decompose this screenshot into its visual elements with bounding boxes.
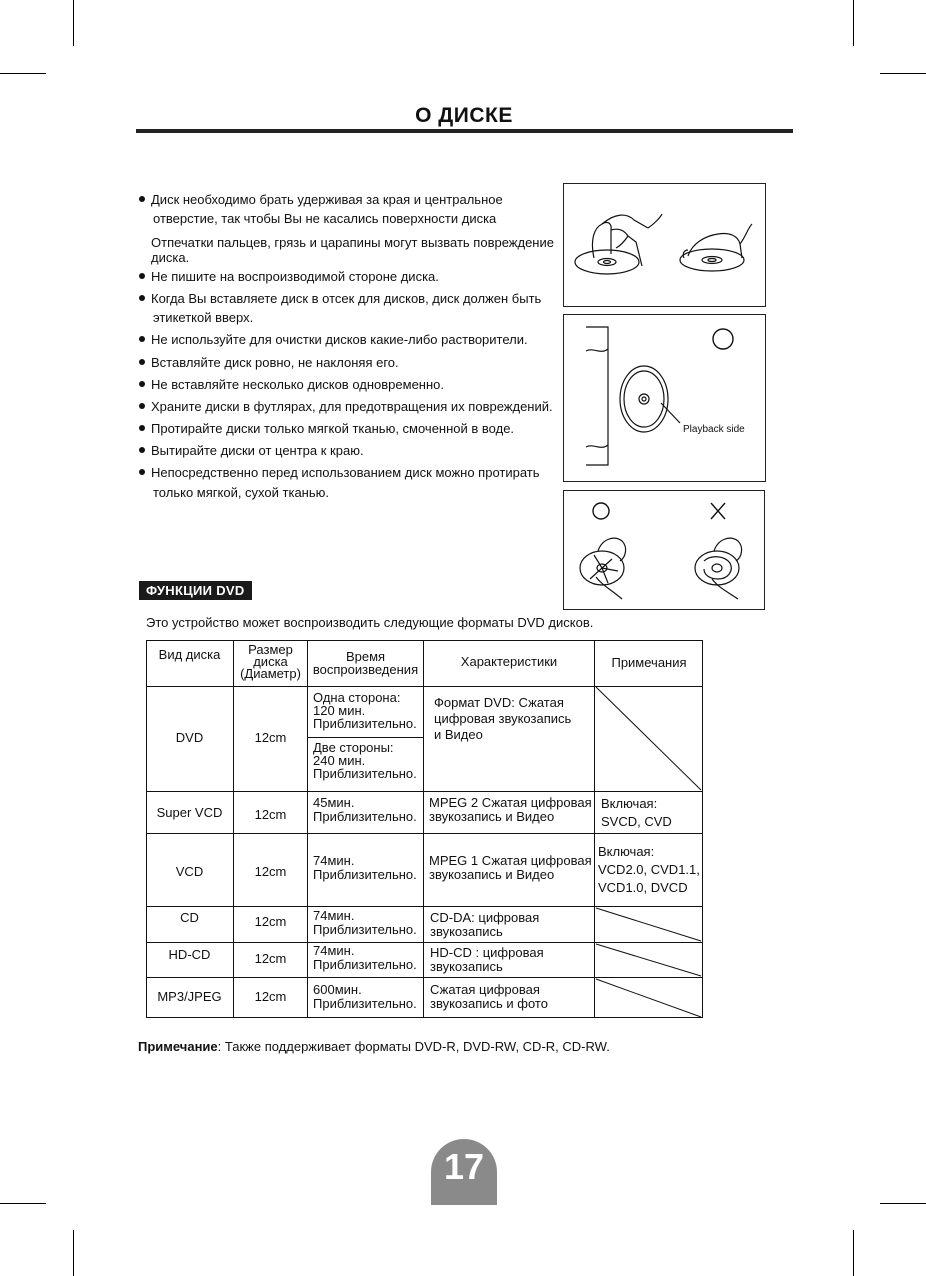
- list-item-text: только мягкой, сухой тканью.: [153, 485, 329, 500]
- cell-size: 12cm: [254, 914, 287, 929]
- list-item-text: диска.: [151, 250, 190, 265]
- cell-features: [434, 695, 594, 743]
- crop-mark: [880, 73, 926, 74]
- footnote-label: Примечание: [138, 1039, 218, 1054]
- crop-mark: [73, 1230, 74, 1276]
- cell-notes: [598, 843, 703, 897]
- cell-type: HD-CD: [168, 947, 211, 962]
- disc-holding-figure: [563, 183, 766, 307]
- list-item-text: Непосредственно перед использованием диск можно протирать: [151, 465, 540, 480]
- list-item-text: Диск необходимо брать удерживая за края и центральное: [151, 192, 503, 207]
- list-item-text: Не используйте для очистки дисков какие-либо растворители.: [151, 332, 528, 347]
- cell-line: Сжатая цифровая: [430, 982, 540, 997]
- cell-time: [313, 796, 423, 824]
- list-item-text: Отпечатки пальцев, грязь и царапины могут вызвать повреждение: [151, 235, 554, 250]
- cell-features: [430, 946, 594, 974]
- list-item-text: Вставляйте диск ровно, не наклоняя его.: [151, 355, 399, 370]
- cell-line: Приблизительно.: [313, 716, 417, 731]
- footnote-text: : Также поддерживает форматы DVD-R, DVD-RW, CD-R, CD-RW.: [217, 1039, 610, 1054]
- header-size: [234, 644, 307, 680]
- list-item: [139, 441, 364, 460]
- cell-line: 240 мин.: [313, 753, 366, 768]
- disc-insertion-illustration: [564, 315, 765, 481]
- list-item: [139, 463, 540, 482]
- cell-type: MP3/JPEG: [157, 989, 222, 1004]
- crop-mark: [853, 0, 854, 46]
- disc-wiping-figure: [563, 490, 765, 610]
- header-notes: Примечания: [611, 655, 687, 670]
- crop-mark: [853, 1230, 854, 1276]
- cell-line: VCD1.0, DVCD: [598, 880, 688, 895]
- cell-size: 12cm: [254, 864, 287, 879]
- cell-line: цифровая звукозапись: [434, 711, 572, 726]
- header-size-line: диска: [253, 654, 288, 669]
- cell-line: и Видео: [434, 727, 483, 742]
- cell-features: [429, 854, 595, 882]
- list-item-text: Не пишите на воспроизводимой стороне диска.: [151, 269, 439, 284]
- cell-line: Приблизительно.: [313, 996, 417, 1011]
- section-label: ФУНКЦИИ DVD: [139, 581, 252, 600]
- disc-holding-illustration: [564, 184, 765, 306]
- footnote: [138, 1039, 610, 1054]
- header-time-line: Время: [345, 649, 386, 664]
- list-item-text: отверстие, так чтобы Вы не касались поверхности диска: [153, 211, 497, 226]
- title-rule: [136, 129, 793, 133]
- cell-line: Две стороны:: [313, 740, 394, 755]
- list-item: [139, 353, 399, 372]
- cell-time: [313, 691, 423, 730]
- list-item-text: Протирайте диски только мягкой тканью, смоченной в воде.: [151, 421, 515, 436]
- header-time-line: воспроизведения: [312, 662, 419, 677]
- cell-time: [313, 983, 423, 1011]
- cell-line: Включая:: [601, 796, 658, 811]
- cell-line: MPEG 2 Сжатая цифровая: [429, 795, 592, 810]
- crop-mark: [0, 1203, 46, 1204]
- formats-table: [146, 640, 703, 1018]
- cell-notes: [601, 795, 701, 831]
- header-features: Характеристики: [460, 654, 558, 669]
- cell-type: VCD: [175, 864, 204, 879]
- cell-line: звукозапись: [430, 924, 503, 939]
- cell-line: Включая:: [598, 844, 655, 859]
- page-title: О ДИСКЕ: [415, 104, 513, 127]
- cell-line: CD-DA: цифровая: [430, 910, 540, 925]
- cell-time: [313, 854, 423, 882]
- cell-line: Одна сторона:: [313, 690, 401, 705]
- cell-size: 12cm: [254, 730, 287, 745]
- cell-features: [430, 911, 594, 939]
- list-item-text: Не вставляйте несколько дисков одновременно.: [151, 377, 444, 392]
- list-item: [139, 375, 444, 394]
- cell-time: [313, 944, 423, 972]
- disc-insertion-figure: [563, 314, 766, 482]
- list-item: [139, 419, 514, 438]
- cell-line: Приблизительно.: [313, 766, 417, 781]
- cell-line: MPEG 1 Сжатая цифровая: [429, 853, 592, 868]
- crop-mark: [73, 0, 74, 46]
- header-size-line: Размер: [248, 642, 293, 657]
- cell-line: SVCD, CVD: [601, 814, 672, 829]
- list-item: [139, 190, 503, 209]
- cell-type: CD: [180, 910, 199, 925]
- list-item: [139, 330, 528, 349]
- cell-line: звукозапись и фото: [430, 996, 548, 1011]
- cell-line: 74мин.: [313, 908, 355, 923]
- cell-line: Приблизительно.: [313, 809, 417, 824]
- cell-line: 74мин.: [313, 943, 355, 958]
- list-item-text: Вытирайте диски от центра к краю.: [151, 443, 364, 458]
- cell-line: Формат DVD: Сжатая: [434, 695, 564, 710]
- cell-line: HD-CD : цифровая: [430, 945, 544, 960]
- cell-line: 120 мин.: [313, 703, 366, 718]
- cell-line: звукозапись и Видео: [429, 867, 555, 882]
- cell-features: [429, 796, 595, 824]
- crop-mark: [880, 1203, 926, 1204]
- cell-time: [313, 909, 423, 937]
- playback-side-label: Playback side: [683, 424, 745, 435]
- page-number: 17: [443, 1146, 485, 1187]
- list-item-text: Когда Вы вставляете диск в отсек для дисков, диск должен быть: [151, 291, 542, 306]
- disc-wiping-illustration: [564, 491, 764, 609]
- cell-size: 12cm: [254, 989, 287, 1004]
- header-type: Вид диска: [158, 647, 221, 662]
- list-item: [139, 289, 541, 308]
- cell-line: 74мин.: [313, 853, 355, 868]
- intro-text: Это устройство может воспроизводить следующие форматы DVD дисков.: [146, 615, 594, 630]
- cell-size: 12cm: [254, 951, 287, 966]
- list-item-text: Храните диски в футлярах, для предотвращения их повреждений.: [151, 399, 553, 414]
- header-time: [308, 650, 423, 676]
- cell-line: Приблизительно.: [313, 867, 417, 882]
- cell-line: 600мин.: [313, 982, 362, 997]
- list-item: [139, 397, 553, 416]
- cell-type: DVD: [175, 730, 204, 745]
- cell-time: [313, 741, 423, 780]
- list-item: [139, 267, 439, 286]
- cell-features: [430, 983, 594, 1011]
- cell-line: Приблизительно.: [313, 957, 417, 972]
- list-item-text: этикеткой вверх.: [153, 310, 254, 325]
- header-size-line: (Диаметр): [240, 666, 301, 681]
- crop-mark: [0, 73, 46, 74]
- cell-line: 45мин.: [313, 795, 355, 810]
- cell-size: 12cm: [254, 807, 287, 822]
- cell-type: Super VCD: [156, 805, 223, 820]
- cell-line: Приблизительно.: [313, 922, 417, 937]
- cell-line: звукозапись и Видео: [429, 809, 555, 824]
- cell-line: VCD2.0, CVD1.1,: [598, 862, 700, 877]
- cell-line: звукозапись: [430, 959, 503, 974]
